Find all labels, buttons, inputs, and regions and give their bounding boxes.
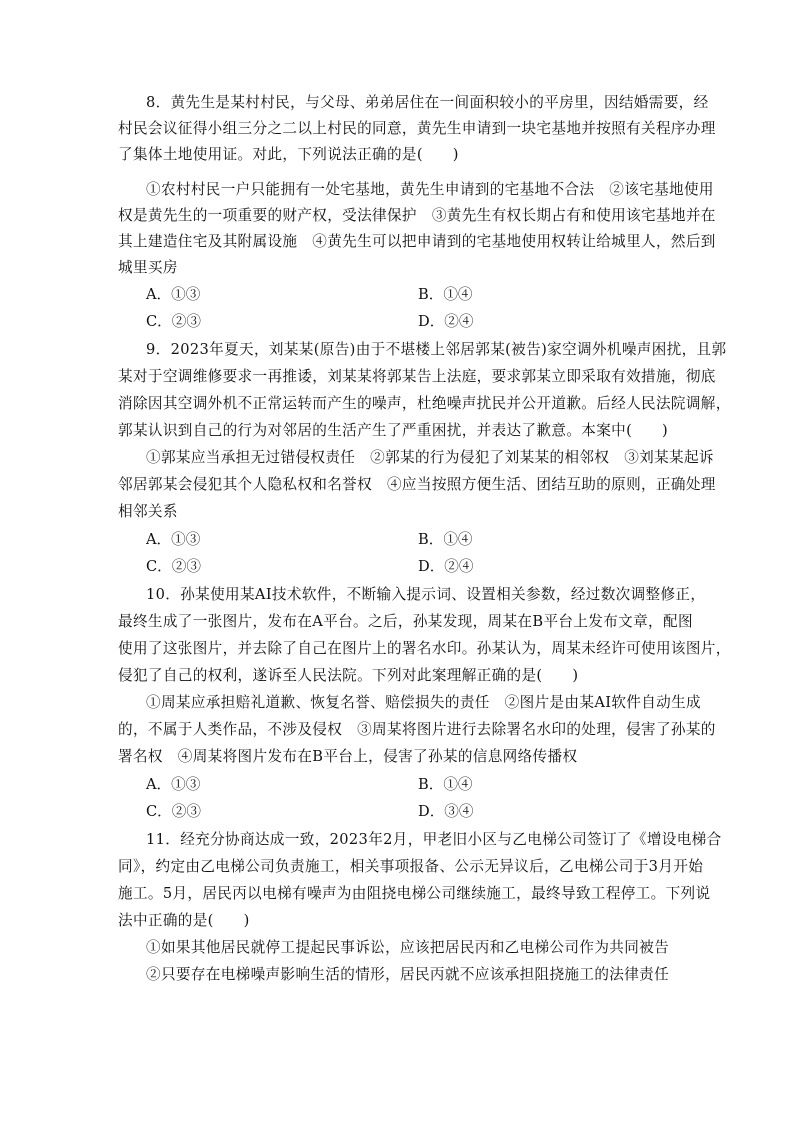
- q11-statement-2: ②只要存在电梯噪声影响生活的情形，居民丙就不应该承担阻挠施工的法律责任: [146, 966, 670, 983]
- q10-option-c[interactable]: C．②③: [146, 803, 201, 820]
- q10-statement-line-3: 署名权 ④周某将图片发布在B平台上，侵害了孙某的信息网络传播权: [118, 748, 578, 765]
- q8-option-d[interactable]: D．②④: [418, 313, 474, 330]
- q8-stem-line-3: 了集体土地使用证。对此，下列说法正确的是( ): [118, 146, 459, 163]
- q10-option-b[interactable]: B．①④: [418, 776, 473, 793]
- q8-option-c[interactable]: C．②③: [146, 313, 201, 330]
- q8-option-b[interactable]: B．①④: [418, 286, 473, 303]
- q10-stem-line-3: 使用了这张图片，并去除了自己在图片上的署名水印。孙某认为，周某未经许可使用该图片，: [118, 640, 731, 657]
- q9-stem-line-4: 郭某认识到自己的行为对邻居的生活产生了严重困扰，并表达了歉意。本案中( ): [118, 422, 669, 439]
- q10-statement-line-2: 的，不属于人类作品，不涉及侵权 ③周某将图片进行去除署名水印的处理，侵害了孙某的: [118, 721, 716, 738]
- q9-statement-line-2: 邻居郭某会侵犯其个人隐私权和名誉权 ④应当按照方便生活、团结互助的原则，正确处理: [118, 476, 716, 493]
- q9-option-c[interactable]: C．②③: [146, 558, 201, 575]
- q10-stem-line-2: 最终生成了一张图片，发布在A平台。之后，孙某发现，周某在B平台上发布文章，配图: [118, 613, 693, 630]
- q11-stem-line-3: 施工。5月，居民丙以电梯有噪声为由阻挠电梯公司继续施工，最终导致工程停工。下列说: [118, 885, 711, 902]
- q9-option-b[interactable]: B．①④: [418, 531, 473, 548]
- q9-statement-line-3: 相邻关系: [118, 503, 178, 520]
- q9-option-a[interactable]: A．①③: [146, 531, 201, 548]
- q10-stem-line-1: 10．孙某使用某AI技术软件，不断输入提示词、设置相关参数，经过数次调整修正，: [146, 586, 706, 603]
- q9-option-d[interactable]: D．②④: [418, 558, 474, 575]
- q11-stem-line-2: 同》，约定由乙电梯公司负责施工，相关事项报备、公示无异议后，乙电梯公司于3月开始: [118, 858, 704, 875]
- q10-stem-line-4: 侵犯了自己的权利，遂诉至人民法院。下列对此案理解正确的是( ): [118, 667, 579, 684]
- q9-stem-line-1: 9．2023年夏天，刘某某(原告)由于不堪楼上邻居郭某(被告)家空调外机噪声困扰，且郭: [146, 341, 727, 358]
- q9-statement-line-1: ①郭某应当承担无过错侵权责任 ②郭某的行为侵犯了刘某某的相邻权 ③刘某某起诉: [146, 449, 714, 466]
- q8-statement-line-4: 城里买房: [118, 259, 178, 276]
- q8-stem-line-2: 村民会议征得小组三分之二以上村民的同意，黄先生申请到一块宅基地并按照有关程序办理: [118, 120, 716, 137]
- q11-stem-line-4: 法中正确的是( ): [118, 912, 250, 929]
- q10-statement-line-1: ①周某应承担赔礼道歉、恢复名誉、赔偿损失的责任 ②图片是由某AI软件自动生成: [146, 694, 701, 711]
- q11-stem-line-1: 11．经充分协商达成一致，2023年2月，甲老旧小区与乙电梯公司签订了《增设电梯合: [146, 831, 722, 848]
- q11-statement-1: ①如果其他居民就停工提起民事诉讼，应该把居民丙和乙电梯公司作为共同被告: [146, 939, 670, 956]
- q8-statement-line-1: ①农村村民一户只能拥有一处宅基地，黄先生申请到的宅基地不合法 ②该宅基地使用: [146, 181, 714, 198]
- q8-statement-line-2: 权是黄先生的一项重要的财产权，受法律保护 ③黄先生有权长期占有和使用该宅基地并在: [118, 207, 716, 224]
- q8-statement-line-3: 其上建造住宅及其附属设施 ④黄先生可以把申请到的宅基地使用权转让给城里人，然后到: [118, 233, 716, 250]
- q8-stem-line-1: 8．黄先生是某村村民，与父母、弟弟居住在一间面积较小的平房里，因结婚需要，经: [146, 94, 709, 111]
- q10-option-d[interactable]: D．③④: [418, 803, 474, 820]
- q10-option-a[interactable]: A．①③: [146, 776, 201, 793]
- q8-option-a[interactable]: A．①③: [146, 286, 201, 303]
- q9-stem-line-2: 某对于空调维修要求一再推诿，刘某某将郭某告上法庭，要求郭某立即采取有效措施，彻底: [118, 368, 716, 385]
- q9-stem-line-3: 消除因其空调外机不正常运转而产生的噪声，杜绝噪声扰民并公开道歉。后经人民法院调解，: [118, 395, 731, 412]
